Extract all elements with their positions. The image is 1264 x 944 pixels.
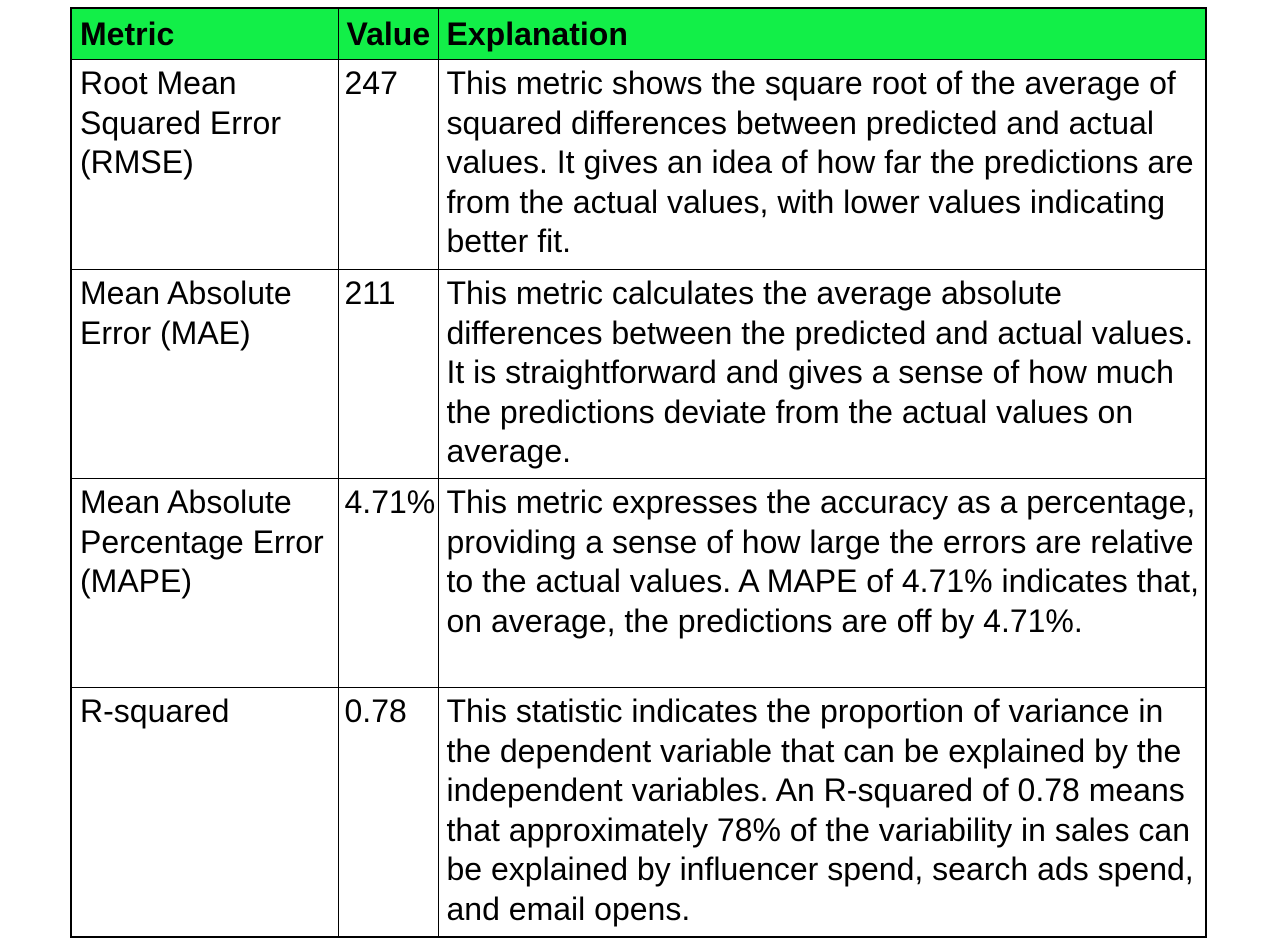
header-value: Value <box>338 8 438 60</box>
header-explanation: Explanation <box>438 8 1206 60</box>
explanation-cell: This statistic indicates the proportion of variance in the dependent variable that can be explained by the independent variables. An R-squared of 0.78 means that approximately 78% of the variability in sales can be explained by influencer spend, search ads spend, and email opens. <box>438 688 1206 937</box>
metric-cell: Mean Absolute Percentage Error (MAPE) <box>71 479 338 688</box>
value-cell: 247 <box>338 60 438 270</box>
table-row <box>71 479 1206 688</box>
table-row <box>71 270 1206 479</box>
metric-cell: Root Mean Squared Error (RMSE) <box>71 60 338 270</box>
value-cell: 0.78 <box>338 688 438 937</box>
table-row <box>71 60 1206 270</box>
explanation-cell: This metric shows the square root of the average of squared differences between predicted and actual values. It gives an idea of how far the predictions are from the actual values, with lower values indicating better fit. <box>438 60 1206 270</box>
table-row <box>71 688 1206 937</box>
value-cell: 211 <box>338 270 438 479</box>
header-metric: Metric <box>71 8 338 60</box>
metric-cell: Mean Absolute Error (MAE) <box>71 270 338 479</box>
explanation-cell: This metric calculates the average absolute differences between the predicted and actual values. It is straightforward and gives a sense of how much the predictions deviate from the actual values on average. <box>438 270 1206 479</box>
metric-cell: R-squared <box>71 688 338 937</box>
metrics-table <box>70 7 1207 938</box>
header-row <box>71 8 1206 60</box>
explanation-cell: This metric expresses the accuracy as a percentage, providing a sense of how large the errors are relative to the actual values. A MAPE of 4.71% indicates that, on average, the predictions are off by 4.71%. <box>438 479 1206 688</box>
value-cell: 4.71% <box>338 479 438 688</box>
